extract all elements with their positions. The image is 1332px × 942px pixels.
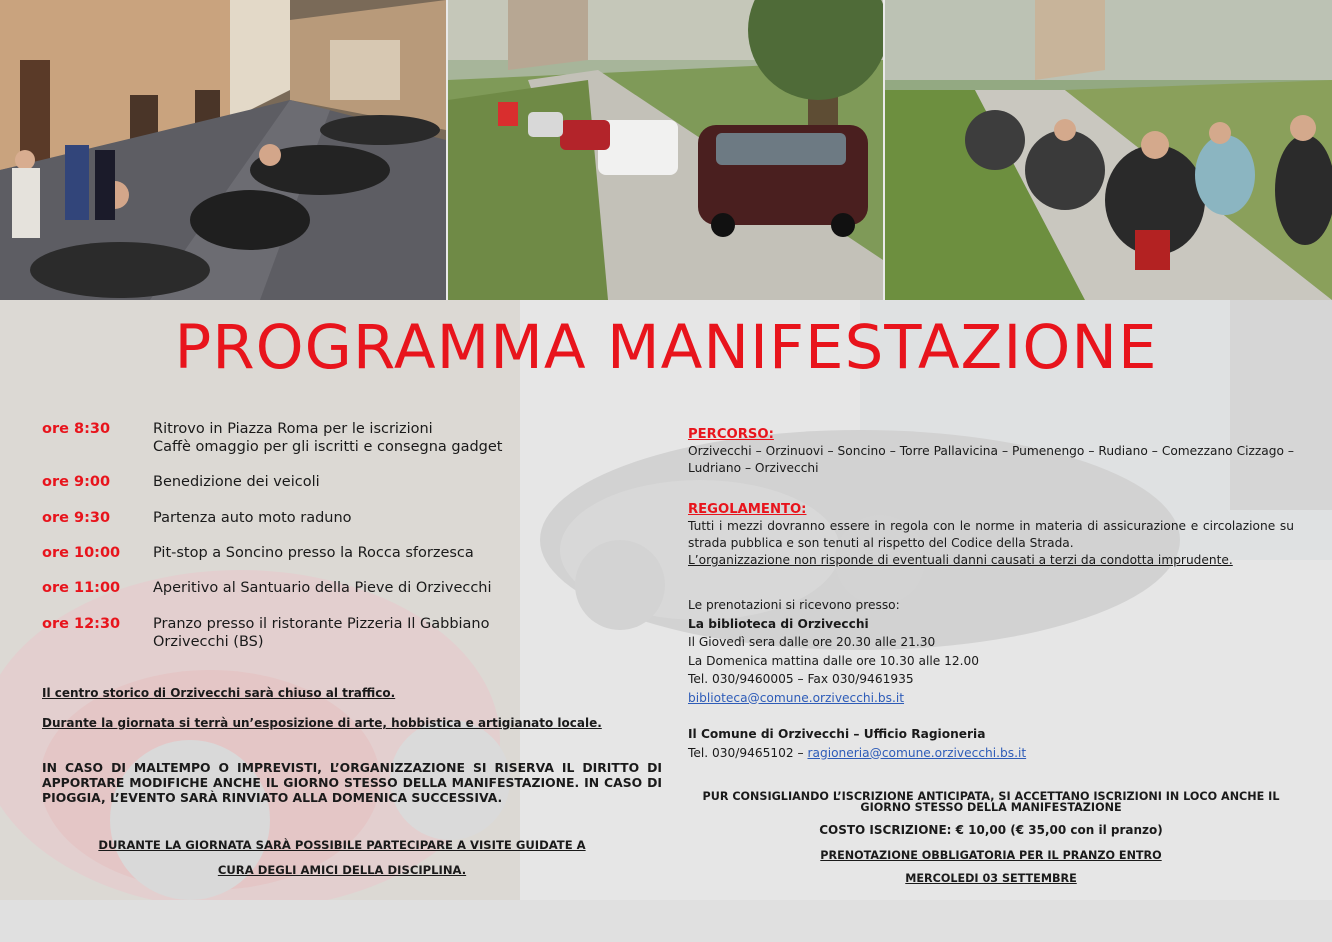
- schedule-desc: Partenza auto moto raduno: [153, 510, 352, 526]
- weather-notice: IN CASO DI MALTEMPO O IMPREVISTI, L’ORGANIZZAZIONE SI RISERVA IL DIRITTO DI APPORTARE MODIFICHE ANCHE IL GIORNO STESSO DELLA MANIFESTAZIONE. IN CASO DI PIOGGIA, L’EVENTO SARÀ RINVIATO ALLA DOMENICA SUCCESSIVA.: [42, 760, 662, 805]
- percorso-heading: PERCORSO:: [688, 427, 774, 442]
- bookings-section: [688, 596, 1294, 762]
- schedule-time: ore 9:30: [42, 510, 111, 526]
- schedule-desc-line: Ritrovo in Piazza Roma per le iscrizioni: [153, 421, 433, 437]
- office-name: Il Comune di Orzivecchi – Ufficio Ragioneria: [688, 727, 986, 741]
- schedule-desc: Aperitivo al Santuario della Pieve di Orzivecchi: [153, 580, 492, 596]
- schedule-desc: [153, 615, 673, 651]
- page-title: PROGRAMMA MANIFESTAZIONE: [174, 312, 1158, 383]
- office-contact: [688, 744, 1294, 763]
- schedule-time: ore 12:30: [42, 616, 121, 632]
- photo-scooters-road: [885, 0, 1332, 300]
- regolamento-text: Tutti i mezzi dovranno essere in regola con le norme in materia di assicurazione e circolazione su strada pubblica e son tenuti al rispetto del Codice della Strada.: [688, 519, 1294, 550]
- percorso-section: [688, 426, 1294, 477]
- traffic-note: Il centro storico di Orzivecchi sarà chiuso al traffico.: [42, 686, 396, 700]
- schedule-desc: Pit-stop a Soncino presso la Rocca sforzesca: [153, 545, 474, 561]
- schedule-time: ore 10:00: [42, 545, 121, 561]
- library-hours-sunday: La Domenica mattina dalle ore 10.30 alle 12.00: [688, 653, 980, 668]
- library-hours-thursday: Il Giovedì sera dalle ore 20.30 alle 21.30: [688, 635, 936, 649]
- regolamento-section: [688, 501, 1294, 569]
- library-phone: Tel. 030/9460005 – Fax 030/9461935: [688, 672, 914, 686]
- office-email-link[interactable]: ragioneria@comune.orzivecchi.bs.it: [807, 745, 1027, 760]
- office-phone: Tel. 030/9465102 –: [688, 745, 808, 760]
- exhibition-note: Durante la giornata si terrà un’esposizione di arte, hobbistica e artigianato locale.: [42, 716, 602, 730]
- schedule-time: ore 9:00: [42, 474, 111, 490]
- regolamento-heading: REGOLAMENTO:: [688, 502, 807, 517]
- library-email-link[interactable]: biblioteca@comune.orzivecchi.bs.it: [688, 690, 905, 705]
- lunch-booking-line-1: PRENOTAZIONE OBBLIGATORIA PER IL PRANZO ENTRO: [820, 849, 1162, 862]
- photo-strip: [0, 0, 1332, 300]
- schedule-desc: Benedizione dei veicoli: [153, 474, 320, 490]
- library-name: La biblioteca di Orzivecchi: [688, 616, 869, 631]
- photo-street-motorcycles: [0, 0, 446, 300]
- schedule-desc: [153, 420, 673, 456]
- schedule-desc-line: Caffè omaggio per gli iscritti e consegna gadget: [153, 439, 503, 455]
- photo-vintage-cars: [448, 0, 883, 300]
- schedule-time: ore 8:30: [42, 421, 111, 437]
- registration-cost: COSTO ISCRIZIONE: € 10,00 (€ 35,00 con il pranzo): [819, 823, 1163, 837]
- percorso-text: Orzivecchi – Orzinuovi – Soncino – Torre Pallavicina – Pumenengo – Rudiano – Comezzano Cizzago – Ludriano – Orzivecchi: [688, 444, 1294, 475]
- schedule-time: ore 11:00: [42, 580, 121, 596]
- lunch-booking-line-2: MERCOLEDI 03 SETTEMBRE: [905, 872, 1077, 885]
- guided-tours-line-1: DURANTE LA GIORNATA SARÀ POSSIBILE PARTECIPARE A VISITE GUIDATE A: [98, 838, 586, 852]
- guided-tours-line-2: CURA DEGLI AMICI DELLA DISCIPLINA.: [217, 863, 467, 877]
- schedule-desc-line: Pranzo presso il ristorante Pizzeria Il Gabbiano: [153, 616, 490, 632]
- advance-registration-note: PUR CONSIGLIANDO L’ISCRIZIONE ANTICIPATA, SI ACCETTANO ISCRIZIONI IN LOCO ANCHE IL GIORNO STESSO DELLA MANIFESTAZIONE: [702, 790, 1280, 814]
- schedule-desc-line: Orzivecchi (BS): [153, 634, 264, 650]
- regolamento-disclaimer: L’organizzazione non risponde di eventuali danni causati a terzi da condotta imprudente.: [688, 553, 1233, 567]
- bookings-intro: Le prenotazioni si ricevono presso:: [688, 598, 900, 612]
